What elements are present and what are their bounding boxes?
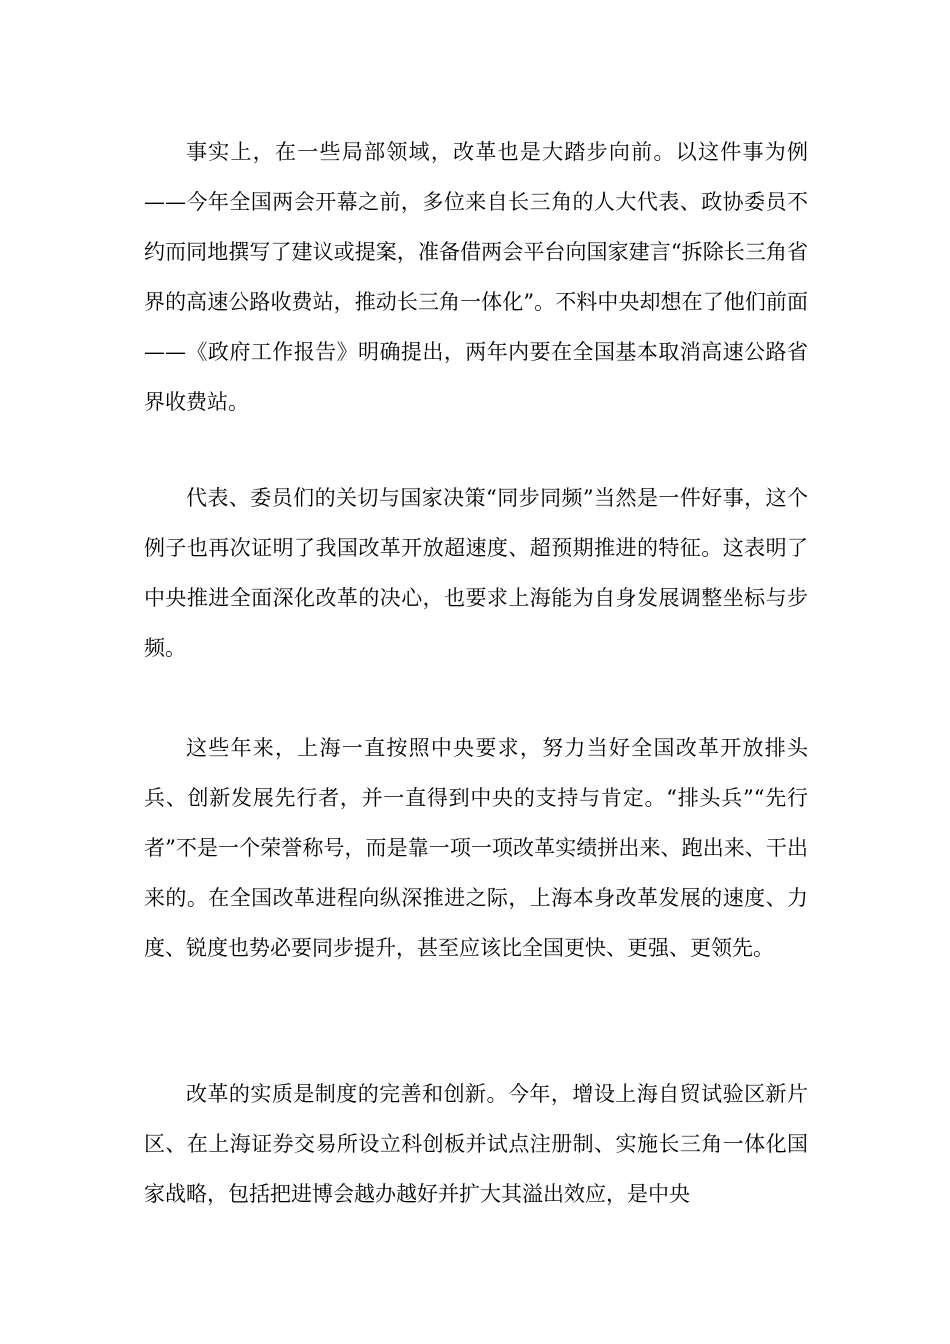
paragraph-4: 改革的实质是制度的完善和创新。今年，增设上海自贸试验区新片区、在上海证券交易所设立科创板并试点注册制、实施长三角一体化国家战略，包括把进博会越办越好并扩大其溢出效应，是中央: [144, 1082, 808, 1206]
paragraph-2: 代表、委员们的关切与国家决策“同步同频”当然是一件好事，这个例子也再次证明了我国改革开放超速度、超预期推进的特征。这表明了中央推进全面深化改革的决心，也要求上海能为自身发展调整坐标与步频。: [144, 486, 808, 660]
paragraph-3: 这些年来，上海一直按照中央要求，努力当好全国改革开放排头兵、创新发展先行者，并一直得到中央的支持与肯定。“排头兵”“先行者”不是一个荣誉称号，而是靠一项一项改革实绩拼出来、跑出来、干出来的。在全国改革进程向纵深推进之际，上海本身改革发展的速度、力度、锐度也势必要同步提升，甚至应该比全国更快、更强、更领先。: [144, 736, 808, 960]
paragraph-1: 事实上，在一些局部领域，改革也是大踏步向前。以这件事为例——今年全国两会开幕之前，多位来自长三角的人大代表、政协委员不约而同地撰写了建议或提案，准备借两会平台向国家建言“拆除长三角省界的高速公路收费站，推动长三角一体化”。不料中央却想在了他们前面——《政府工作报告》明确提出，两年内要在全国基本取消高速公路省界收费站。: [144, 140, 808, 414]
